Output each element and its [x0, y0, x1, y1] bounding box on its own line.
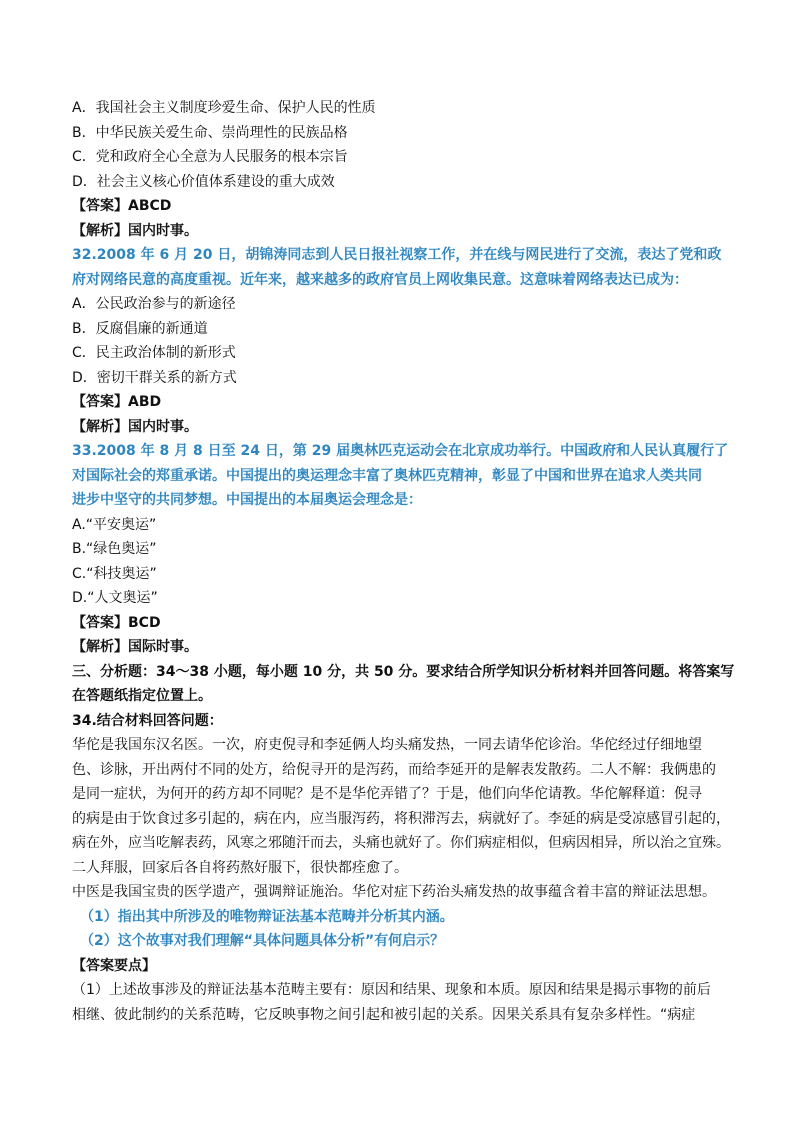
question-line: 对国际社会的郑重承诺。中国提出的奥运理念丰富了奥林匹克精神，彰显了中国和世界在追求人类共同 — [72, 467, 702, 484]
heading-line: 34.结合材料回答问题： — [72, 712, 223, 729]
text-line: A．我国社会主义制度珍爱生命、保护人民的性质 — [72, 100, 376, 116]
text-line: 二人拜服，回家后各自将药熬好服下，很快都痊愈了。 — [72, 859, 408, 876]
question-line: 33.2008 年 8 月 8 日至 24 日，第 29 届奥林匹克运动会在北京成功举行。中国政府和人民认真履行了 — [72, 443, 729, 459]
heading-line: 三、分析题：34～38 小题，每小题 10 分，共 50 分。要求结合所学知识分析材料并回答问题。将答案写 — [72, 663, 735, 680]
text-line: D．社会主义核心价值体系建设的重大成效 — [72, 173, 335, 190]
text-line: B．中华民族关爱生命、崇尚理性的民族品格 — [72, 124, 348, 141]
text-line: C.“科技奥运” — [72, 565, 157, 582]
text-line: 是同一症状，为何开的药方却不同呢？是不是华佗弄错了？于是，他们向华佗请教。华佗解释道：倪寻 — [72, 786, 702, 802]
text-line: B．反腐倡廉的新通道 — [72, 320, 208, 337]
question-line: （2）这个故事对我们理解“具体问题具体分析”有何启示？ — [80, 933, 445, 949]
text-line: 色、诊脉，开出两付不同的处方，给倪寻开的是泻药，而给李延开的是解表发散药。二人不解：我俩患的 — [72, 761, 716, 778]
text-line: A．公民政治参与的新途径 — [72, 296, 236, 312]
document-page — [72, 96, 742, 1027]
heading-line: 【答案】ABD — [72, 394, 162, 410]
text-line: 的病是由于饮食过多引起的，病在内，应当服泻药，将积滞泻去，病就好了。李延的病是受凉感冒引起的， — [72, 810, 730, 827]
heading-line: 【答案要点】 — [72, 957, 156, 974]
heading-line: 【解析】国内时事。 — [72, 418, 198, 435]
heading-line: 在答题纸指定位置上。 — [72, 688, 212, 704]
text-line: C．民主政治体制的新形式 — [72, 345, 236, 361]
text-line: 病在外，应当吃解表药，风寒之邪随汗而去，头痛也就好了。你们病症相似，但病因相异，所以治之宜殊。 — [72, 835, 730, 851]
heading-line: 【答案】ABCD — [72, 198, 172, 214]
heading-line: 【答案】BCD — [72, 614, 161, 631]
text-line: 中医是我国宝贵的医学遗产，强调辩证施治。华佗对症下药治头痛发热的故事蕴含着丰富的辩证法思想。 — [72, 884, 716, 900]
text-line: A.“平安奥运” — [72, 516, 157, 533]
text-line: 相继、彼此制约的关系范畴，它反映事物之间引起和被引起的关系。因果关系具有复杂多样性。“病症 — [72, 1006, 696, 1023]
question-line: 32.2008 年 6 月 20 日，胡锦涛同志到人民日报社视察工作，并在线与网民进行了交流，表达了党和政 — [72, 247, 722, 263]
question-line: （1）指出其中所涉及的唯物辩证法基本范畴并分析其内涵。 — [80, 908, 454, 925]
heading-line: 【解析】国内时事。 — [72, 222, 198, 239]
text-line: C．党和政府全心全意为人民服务的根本宗旨 — [72, 149, 348, 165]
text-line: B.“绿色奥运” — [72, 541, 157, 557]
heading-line: 【解析】国际时事。 — [72, 639, 198, 655]
text-line: （1）上述故事涉及的辩证法基本范畴主要有：原因和结果、现象和本质。原因和结果是揭示事物的前后 — [72, 982, 711, 998]
question-line: 府对网络民意的高度重视。近年来，越来越多的政府官员上网收集民意。这意味着网络表达已成为： — [72, 271, 688, 288]
text-line: D．密切干群关系的新方式 — [72, 369, 237, 386]
text-line: D.“人文奥运” — [72, 590, 158, 606]
question-line: 进步中坚守的共同梦想。中国提出的本届奥运会理念是： — [72, 492, 422, 508]
text-line: 华佗是我国东汉名医。一次，府吏倪寻和李延俩人均头痛发热，一同去请华佗诊治。华佗经过仔细地望 — [72, 737, 702, 753]
